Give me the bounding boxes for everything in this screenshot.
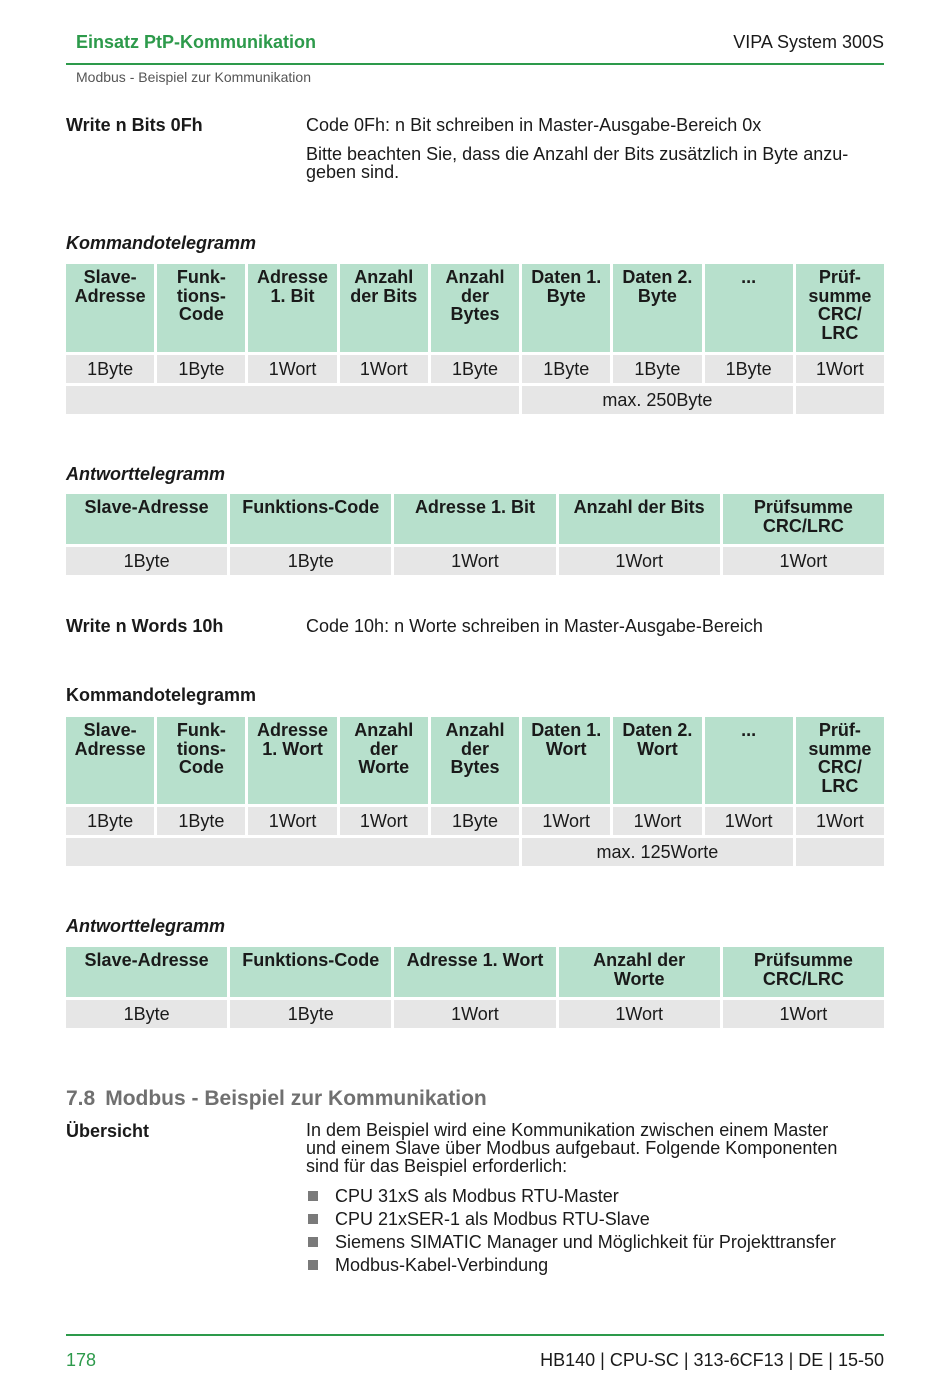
cmd2-size-cell: 1Byte [431,807,519,835]
cmd1-header-cell: Funk- tions- Code [157,264,245,352]
resp2-size-cell: 1Byte [66,1000,227,1028]
cmd1-empty-cell [796,386,884,414]
cmd1-size-cell: 1Byte [522,355,610,383]
cmd2-size-cell: 1Wort [613,807,701,835]
cmd2-header-cell: Daten 1. Wort [522,717,610,804]
resp1-table [63,491,887,578]
bullet-square-icon [308,1191,318,1201]
list-item: CPU 31xS als Modbus RTU-Master [306,1186,836,1209]
cmd2-header-cell: Anzahl der Bytes [431,717,519,804]
cmd2-header-cell: Funk- tions- Code [157,717,245,804]
section-heading [66,1087,487,1111]
cmd2-max-cell: max. 125Worte [522,838,793,866]
cmd2-header-cell: Daten 2. Wort [613,717,701,804]
resp1-size-cell: 1Byte [230,547,391,575]
cmd2-header-cell: Prüf- summe CRC/ LRC [796,717,884,804]
write-bits-note-1: Bitte beachten Sie, dass die Anzahl der Bits zusätzlich in Byte anzu- [306,144,849,164]
resp1-header-cell: Adresse 1. Bit [394,494,555,544]
cmd1-header-cell: Prüf- summe CRC/ LRC [796,264,884,352]
section-title: Modbus - Beispiel zur Kommunikation [105,1087,487,1110]
resp2-header-cell: Prüfsumme CRC/LRC [723,947,884,997]
resp1-header-cell: Slave-Adresse [66,494,227,544]
section-number: 7.8 [66,1087,96,1110]
write-bits-desc: Code 0Fh: n Bit schreiben in Master-Ausgabe-Bereich 0x [306,115,762,135]
resp2-size-cell: 1Wort [394,1000,555,1028]
cmd2-table [63,714,887,869]
overview-line-2: und einem Slave über Modbus aufgebaut. Folgende Komponenten [306,1138,838,1158]
list-item: Siemens SIMATIC Manager und Möglichkeit für Projekttransfer [306,1232,836,1255]
cmd1-header-cell: Daten 2. Byte [613,264,701,352]
cmd1-header-cell: Daten 1. Byte [522,264,610,352]
bullet-square-icon [308,1237,318,1247]
cmd1-size-cell: 1Wort [248,355,336,383]
footer-divider [66,1334,884,1336]
cmd2-header-cell: ... [705,717,793,804]
section-subtitle: Modbus - Beispiel zur Kommunikation [76,69,311,85]
resp2-size-cell: 1Wort [723,1000,884,1028]
document-id: HB140 | CPU-SC | 313-6CF13 | DE | 15-50 [540,1350,884,1370]
resp1-size-cell: 1Wort [559,547,720,575]
overview-label: Übersicht [66,1121,150,1141]
component-list [306,1186,836,1278]
write-words-label: Write n Words 10h [66,616,224,636]
cmd2-empty-cell [796,838,884,866]
overview-line-1: In dem Beispiel wird eine Kommunikation zwischen einem Master [306,1120,829,1140]
cmd2-caption: Kommandotelegramm [66,685,257,705]
overview-line-3: sind für das Beispiel erforderlich: [306,1156,568,1176]
bullet-square-icon [308,1214,318,1224]
cmd2-size-cell: 1Byte [66,807,154,835]
cmd2-header-cell: Slave- Adresse [66,717,154,804]
cmd2-header-cell: Anzahl der Worte [340,717,428,804]
resp1-caption: Antworttelegramm [66,464,226,484]
cmd2-empty-cell [66,838,519,866]
list-item: CPU 21xSER-1 als Modbus RTU-Slave [306,1209,836,1232]
cmd2-header-cell: Adresse 1. Wort [248,717,336,804]
header-divider [66,63,884,65]
write-bits-label: Write n Bits 0Fh [66,115,203,135]
resp1-header-cell: Anzahl der Bits [559,494,720,544]
cmd1-empty-cell [66,386,519,414]
resp2-caption: Antworttelegramm [66,916,226,936]
list-item: Modbus-Kabel-Verbindung [306,1255,836,1278]
cmd2-size-cell: 1Wort [248,807,336,835]
cmd2-size-cell: 1Wort [522,807,610,835]
cmd1-header-cell: Adresse 1. Bit [248,264,336,352]
resp2-header-cell: Anzahl der Worte [559,947,720,997]
resp2-size-cell: 1Wort [559,1000,720,1028]
cmd1-header-cell: Anzahl der Bytes [431,264,519,352]
cmd2-size-cell: 1Wort [340,807,428,835]
write-bits-note-2: geben sind. [306,162,400,182]
resp1-header-cell: Funktions-Code [230,494,391,544]
write-words-desc: Code 10h: n Worte schreiben in Master-Ausgabe-Bereich [306,616,763,636]
cmd1-table [63,261,887,417]
resp2-size-cell: 1Byte [230,1000,391,1028]
cmd2-size-cell: 1Wort [796,807,884,835]
product-title: VIPA System 300S [733,32,884,52]
resp2-header-cell: Slave-Adresse [66,947,227,997]
cmd2-size-cell: 1Wort [705,807,793,835]
cmd1-size-cell: 1Byte [157,355,245,383]
resp1-size-cell: 1Wort [723,547,884,575]
resp2-table [63,944,887,1031]
cmd1-header-cell: Anzahl der Bits [340,264,428,352]
resp2-header-cell: Funktions-Code [230,947,391,997]
resp2-header-cell: Adresse 1. Wort [394,947,555,997]
cmd1-size-cell: 1Byte [705,355,793,383]
chapter-title: Einsatz PtP-Kommunikation [76,32,317,52]
resp1-header-cell: Prüfsumme CRC/LRC [723,494,884,544]
cmd1-size-cell: 1Byte [66,355,154,383]
cmd1-caption: Kommandotelegramm [66,233,257,253]
cmd1-size-cell: 1Wort [340,355,428,383]
cmd1-size-cell: 1Wort [796,355,884,383]
resp1-size-cell: 1Byte [66,547,227,575]
page-number: 178 [66,1350,97,1370]
cmd2-size-cell: 1Byte [157,807,245,835]
cmd1-header-cell: ... [705,264,793,352]
bullet-square-icon [308,1260,318,1270]
resp1-size-cell: 1Wort [394,547,555,575]
cmd1-size-cell: 1Byte [613,355,701,383]
cmd1-size-cell: 1Byte [431,355,519,383]
cmd1-header-cell: Slave- Adresse [66,264,154,352]
cmd1-max-cell: max. 250Byte [522,386,793,414]
